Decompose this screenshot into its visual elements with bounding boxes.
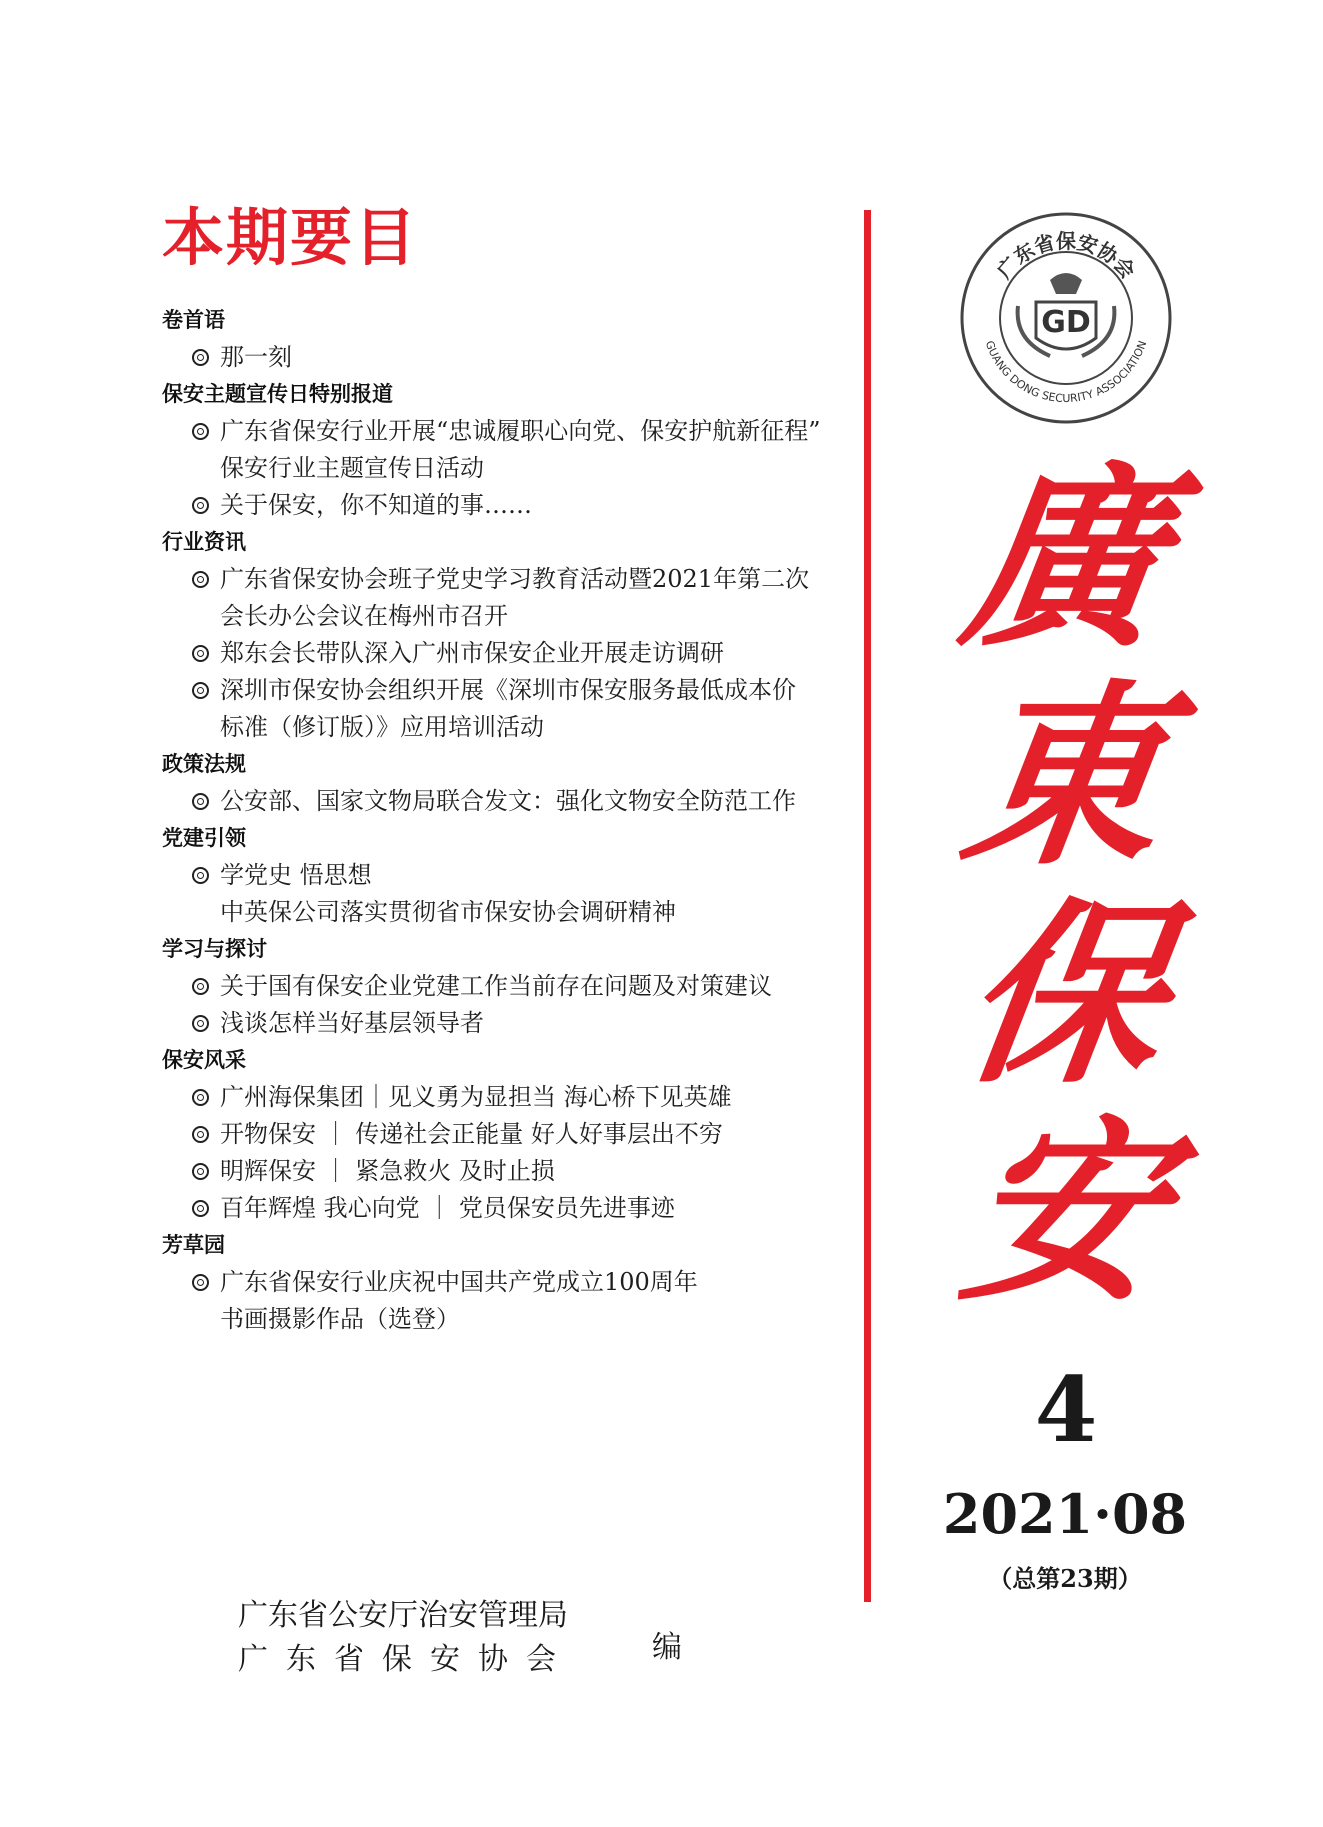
toc-section bbox=[162, 820, 862, 931]
total-issue-number: （总第23期） bbox=[988, 1564, 1142, 1593]
toc-section bbox=[162, 746, 862, 820]
toc-item-line: 广东省保安协会班子党史学习教育活动暨2021年第二次 bbox=[220, 565, 810, 593]
circle-bullet-icon bbox=[192, 867, 209, 884]
toc-item[interactable] bbox=[162, 1079, 862, 1116]
toc-item[interactable] bbox=[162, 413, 862, 487]
magazine-title-char: 東 bbox=[950, 662, 1180, 892]
issue-number: 4 bbox=[1034, 1357, 1098, 1463]
circle-bullet-icon bbox=[192, 349, 209, 366]
circle-bullet-icon bbox=[192, 571, 209, 588]
toc-section bbox=[162, 376, 862, 524]
toc-title: 本期要目 bbox=[162, 201, 419, 274]
toc-item-line: 广州海保集团｜见义勇为显担当 海心桥下见英雄 bbox=[220, 1083, 732, 1111]
toc-section bbox=[162, 931, 862, 1042]
toc-item-line: 广东省保安行业庆祝中国共产党成立100周年 bbox=[220, 1268, 698, 1296]
magazine-title-char: 安 bbox=[950, 1098, 1180, 1328]
toc-item[interactable] bbox=[162, 561, 862, 635]
circle-bullet-icon bbox=[192, 978, 209, 995]
toc-item-line: 关于保安，你不知道的事…… bbox=[220, 491, 532, 519]
toc-item[interactable] bbox=[162, 1005, 862, 1042]
magazine-title bbox=[950, 444, 1180, 1328]
toc-item[interactable] bbox=[162, 1116, 862, 1153]
logo-top-text: 广东省保安协会 bbox=[992, 229, 1140, 284]
editor-line-1: 广东省公安厅治安管理局 bbox=[238, 1598, 568, 1633]
circle-bullet-icon bbox=[192, 1015, 209, 1032]
circle-bullet-icon bbox=[192, 645, 209, 662]
circle-bullet-icon bbox=[192, 1200, 209, 1217]
red-divider bbox=[864, 210, 871, 1602]
editor-organizations bbox=[238, 1594, 574, 1682]
toc-item[interactable] bbox=[162, 1153, 862, 1190]
toc-section bbox=[162, 1042, 862, 1227]
circle-bullet-icon bbox=[192, 1089, 209, 1106]
toc-item-line: 会长办公会议在梅州市召开 bbox=[220, 602, 508, 630]
toc-item[interactable] bbox=[162, 339, 862, 376]
toc-item-line: 郑东会长带队深入广州市保安企业开展走访调研 bbox=[220, 639, 724, 667]
circle-bullet-icon bbox=[192, 793, 209, 810]
toc-section-name: 学习与探讨 bbox=[162, 937, 267, 961]
circle-bullet-icon bbox=[192, 1163, 209, 1180]
toc-section bbox=[162, 524, 862, 746]
toc-item-line: 深圳市保安协会组织开展《深圳市保安服务最低成本价 bbox=[220, 676, 796, 704]
toc-item-line: 关于国有保安企业党建工作当前存在问题及对策建议 bbox=[220, 972, 772, 1000]
circle-bullet-icon bbox=[192, 1126, 209, 1143]
circle-bullet-icon bbox=[192, 682, 209, 699]
toc-item-line: 开物保安 ｜ 传递社会正能量 好人好事层出不穷 bbox=[220, 1120, 723, 1148]
toc-item[interactable] bbox=[162, 857, 862, 931]
toc-item[interactable] bbox=[162, 1264, 862, 1338]
toc-item[interactable] bbox=[162, 672, 862, 746]
toc-section bbox=[162, 1227, 862, 1338]
toc-item[interactable] bbox=[162, 635, 862, 672]
toc-item[interactable] bbox=[162, 1190, 862, 1227]
toc-item[interactable] bbox=[162, 783, 862, 820]
circle-bullet-icon bbox=[192, 423, 209, 440]
issue-date: 2021·08 bbox=[942, 1482, 1188, 1546]
circle-bullet-icon bbox=[192, 1274, 209, 1291]
toc-section-name: 党建引领 bbox=[162, 826, 246, 850]
toc-item-line: 那一刻 bbox=[220, 343, 292, 371]
circle-bullet-icon bbox=[192, 497, 209, 514]
logo-bottom-text: GUANG DONG SECURITY ASSOCIATION bbox=[982, 338, 1150, 406]
toc-section-name: 芳草园 bbox=[162, 1233, 225, 1257]
toc-item-line: 学党史 悟思想 bbox=[220, 861, 372, 889]
association-logo bbox=[958, 210, 1174, 426]
toc-item-line: 保安行业主题宣传日活动 bbox=[220, 454, 484, 482]
toc-item[interactable] bbox=[162, 968, 862, 1005]
toc-section bbox=[162, 302, 862, 376]
toc-item-line: 明辉保安 ｜ 紧急救火 及时止损 bbox=[220, 1157, 555, 1185]
toc-item-line: 浅谈怎样当好基层领导者 bbox=[220, 1009, 484, 1037]
toc-section-name: 卷首语 bbox=[162, 308, 225, 332]
toc-section-name: 行业资讯 bbox=[162, 530, 246, 554]
toc-item-line: 公安部、国家文物局联合发文：强化文物安全防范工作 bbox=[220, 787, 796, 815]
toc-section-name: 保安风采 bbox=[162, 1048, 246, 1072]
edited-by-label: 编 bbox=[652, 1630, 682, 1665]
magazine-title-char: 廣 bbox=[950, 444, 1180, 674]
toc-item-line: 广东省保安行业开展“忠诚履职心向党、保安护航新征程” bbox=[220, 417, 821, 445]
magazine-title-char: 保 bbox=[950, 880, 1180, 1110]
toc-item-line: 百年辉煌 我心向党 ｜ 党员保安员先进事迹 bbox=[220, 1194, 675, 1222]
toc-item-line: 书画摄影作品（选登） bbox=[220, 1305, 460, 1333]
toc-item[interactable] bbox=[162, 487, 862, 524]
toc-item-line: 标准（修订版）》应用培训活动 bbox=[220, 713, 544, 741]
toc-item-line: 中英保公司落实贯彻省市保安协会调研精神 bbox=[220, 898, 676, 926]
logo-center-text: GD bbox=[1041, 305, 1091, 340]
toc-section-name: 政策法规 bbox=[162, 752, 246, 776]
editor-line-2: 广东省保安协会 bbox=[238, 1642, 574, 1677]
table-of-contents bbox=[162, 302, 862, 1338]
toc-section-name: 保安主题宣传日特别报道 bbox=[162, 382, 393, 406]
